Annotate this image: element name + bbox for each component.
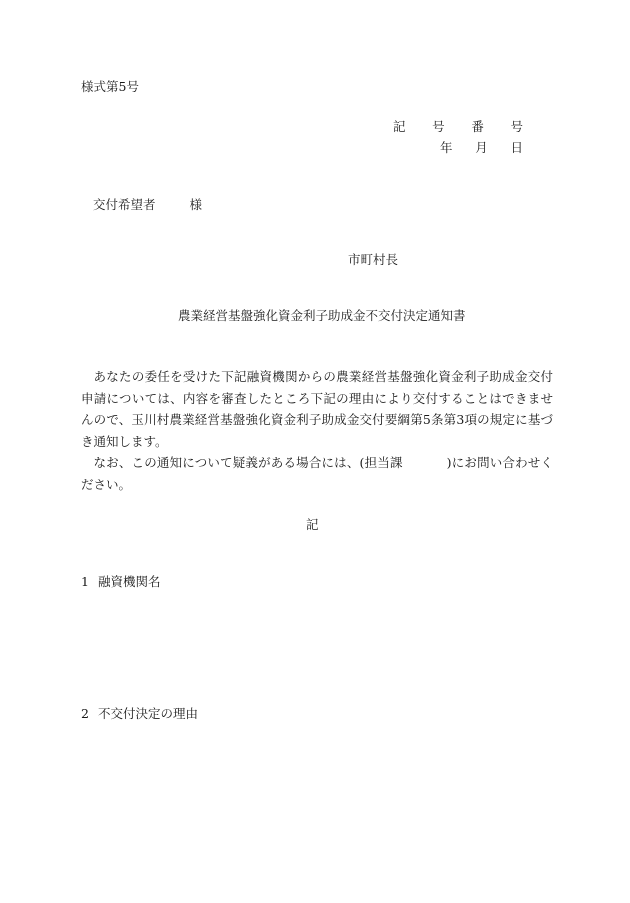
body-paragraph: あなたの委任を受けた下記融資機関からの農業経営基盤強化資金利子助成金交付申請については、内容を審査したところ下記の理由により交付することはできませんので、玉川村農業経営基盤強化資金利子助成金交付要綱第5条第3項の規定に基づき通知します。 (81, 369, 553, 449)
reference-number-part: 記 (393, 119, 406, 134)
body-paragraph-contact (81, 452, 553, 495)
date-year: 年 (440, 140, 453, 155)
section-label: 融資機関名 (98, 574, 161, 589)
body-text (81, 366, 553, 495)
date-month: 月 (475, 140, 488, 155)
contact-text-after: )にお問い合わせください。 (81, 455, 553, 492)
ki-heading: 記 (306, 517, 319, 532)
document-title: 農業経営基盤強化資金利子助成金不交付決定通知書 (178, 308, 466, 323)
date-day: 日 (510, 140, 523, 155)
sender: 市町村長 (348, 252, 399, 267)
reference-number-part: 番 (471, 119, 484, 134)
contact-text-before: なお、この通知について疑義がある場合には、(担当課 (93, 455, 403, 470)
recipient-honorific: 様 (189, 197, 203, 212)
reference-number-part: 号 (432, 119, 445, 134)
issue-date (440, 142, 523, 155)
reference-number (393, 121, 523, 134)
section-lender (81, 576, 161, 589)
section-number: 2 (81, 706, 89, 721)
recipient-name: 交付希望者 (93, 197, 156, 212)
section-number: 1 (81, 574, 89, 589)
section-label: 不交付決定の理由 (98, 706, 199, 721)
recipient (93, 199, 202, 212)
section-reason (81, 708, 198, 721)
form-number: 様式第5号 (81, 79, 139, 94)
reference-number-part: 号 (510, 119, 523, 134)
